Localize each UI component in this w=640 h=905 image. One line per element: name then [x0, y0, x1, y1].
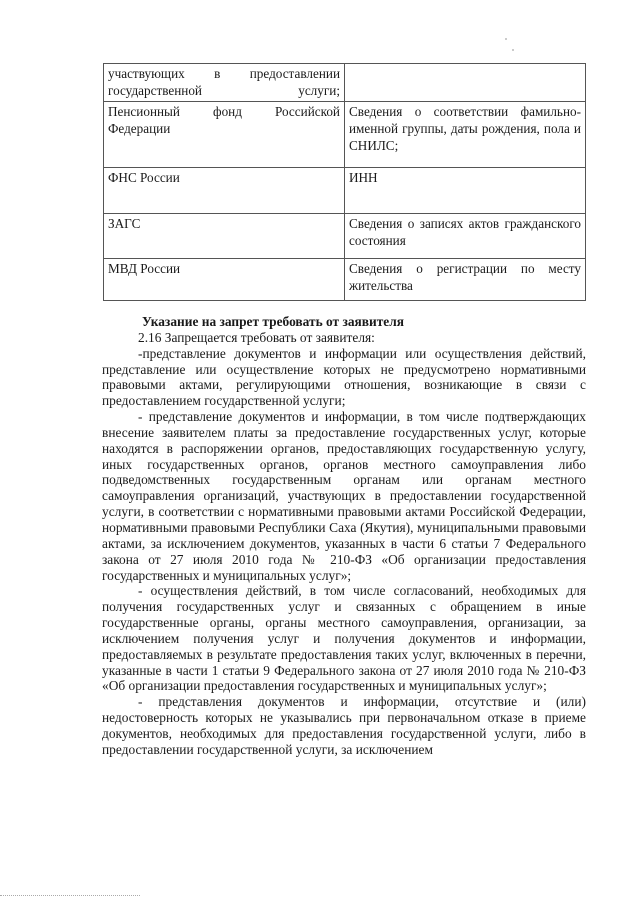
- table-row: [104, 102, 586, 168]
- prohibition-item: -представление документов и информации или осуществления действий, представление или осуществление которых не предусмотрено нормативными правовыми актами, регулирующими отношения, возникающие в связи с предоставлением государственной услуги;: [102, 345, 586, 409]
- scan-artifact-line: [0, 895, 140, 896]
- table-cell-org: ЗАГС: [104, 214, 345, 259]
- table-cell-info: Сведения о записях актов гражданского состояния: [345, 214, 586, 259]
- table-cell-org: участвующих в предоставлении государственной услуги;: [104, 64, 345, 102]
- section-heading: Указание на запрет требовать от заявителя: [142, 314, 405, 329]
- table-cell-info: [345, 64, 586, 102]
- table-row: [104, 214, 586, 259]
- prohibition-item: - осуществления действий, в том числе согласований, необходимых для получения государственных услуг и связанных с обращением в иные государственные органы, органы местного самоуправления, организации, за исключением получения услуг и получения документов и информации, предоставляемых в результате предоставления таких услуг, включенных в перечни, указанные в части 1 статьи 9 Федерального закона от 27 июля 2010 года № 210-ФЗ «Об организации предоставления государственных и муниципальных услуг»;: [102, 583, 586, 694]
- table-cell-info: ИНН: [345, 168, 586, 214]
- table-cell-org: ФНС России: [104, 168, 345, 214]
- agencies-table: [103, 63, 586, 301]
- table-cell-org: Пенсионный фонд Российской Федерации: [104, 102, 345, 168]
- section-body: [102, 314, 586, 758]
- table-cell-info: Сведения о регистрации по месту жительства: [345, 259, 586, 301]
- prohibition-item: - представление документов и информации, в том числе подтверждающих внесение заявителем платы за предоставление государственных услуг, которые находятся в распоряжении органов, предоставляющих государственную услугу, иных государственных органов, органов местного самоуправления либо подведомственных государственным органам или органам местного самоуправления организаций, участвующих в предоставлении государственной услуги, в соответствии с нормативными правовыми актами Российской Федерации, нормативными правовыми Республики Саха (Якутия), муниципальными правовыми актами, за исключением документов, указанных в части 6 статьи 7 Федерального закона от 27 июля 2010 года № 210-ФЗ «Об организации предоставления государственных и муниципальных услуг»;: [102, 409, 586, 583]
- table-cell-info: Сведения о соответствии фамильно-именной группы, даты рождения, пола и СНИЛС;: [345, 102, 586, 168]
- table-row: [104, 168, 586, 214]
- scan-speck: [512, 49, 514, 51]
- prohibition-item: - представления документов и информации, отсутствие и (или) недостоверность которых не указывались при первоначальном отказе в приеме документов, необходимых для предоставления государственной услуги, либо в предоставлении государственной услуги, за исключением: [102, 694, 586, 757]
- section-intro: 2.16 Запрещается требовать от заявителя:: [138, 329, 375, 345]
- table-row: [104, 64, 586, 102]
- table-row: [104, 259, 586, 301]
- table-cell-org: МВД России: [104, 259, 345, 301]
- scan-speck: [505, 38, 507, 40]
